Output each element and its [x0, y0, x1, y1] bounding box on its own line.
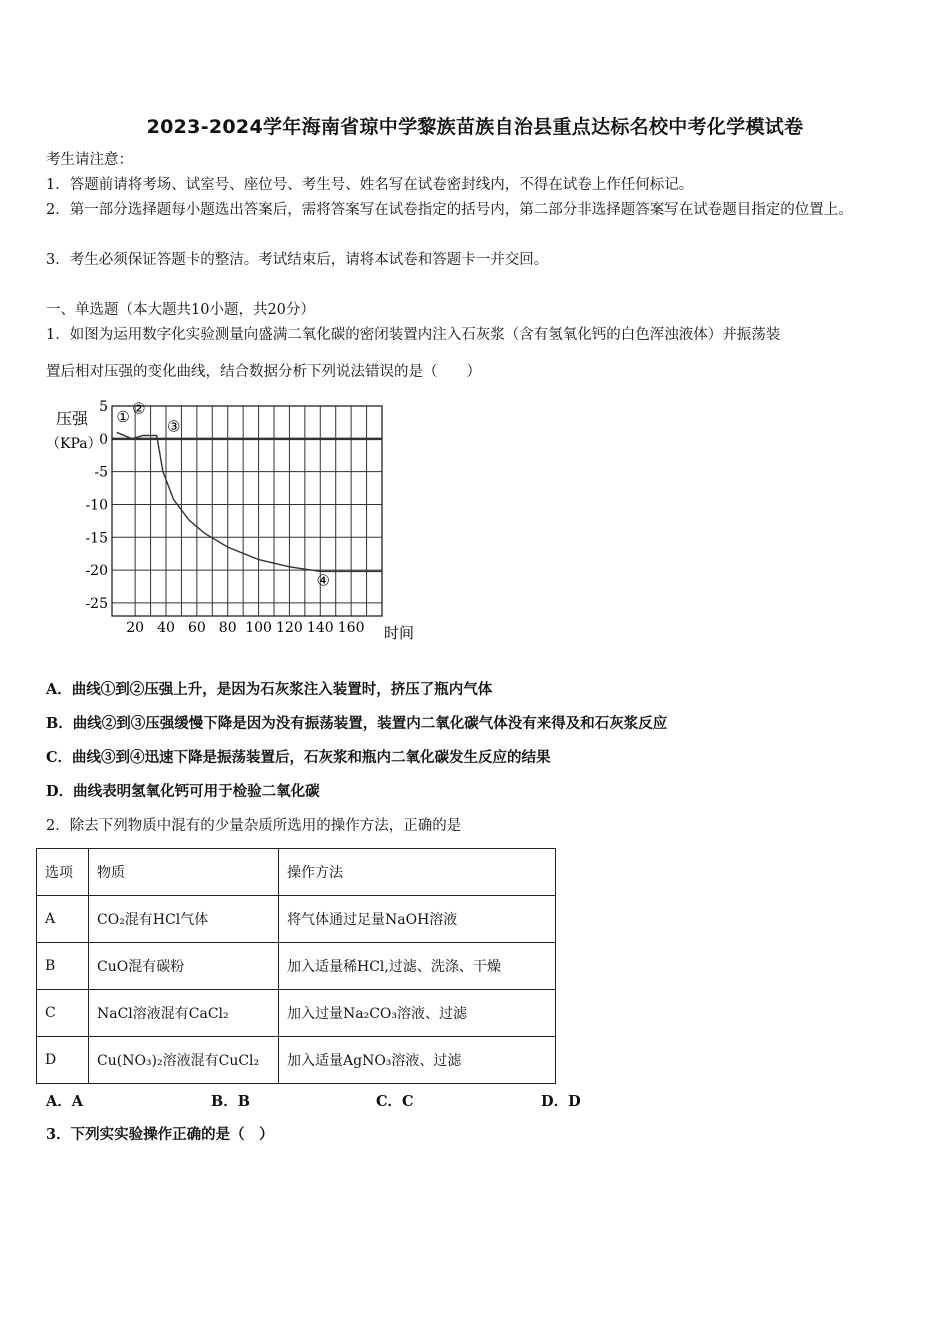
notice-item-3: 3．考生必须保证答题卡的整洁。考试结束后，请将本试卷和答题卡一并交回。	[46, 252, 549, 268]
table-cell: A	[37, 896, 89, 943]
y-axis-label-line1: 压强	[56, 409, 89, 428]
table-row	[37, 896, 556, 943]
table-header-cell: 操作方法	[279, 849, 556, 896]
x-tick-label: 140	[306, 620, 334, 636]
table-header-cell: 选项	[37, 849, 89, 896]
curve-point-label: ③	[167, 417, 181, 436]
table-cell: Cu(NO₃)₂溶液混有CuCl₂	[89, 1037, 279, 1084]
q1-option-a: A．曲线①到②压强上升，是因为石灰浆注入装置时，挤压了瓶内气体	[46, 681, 493, 698]
pressure-chart	[40, 398, 420, 648]
table-cell: CuO混有碳粉	[89, 943, 279, 990]
section-heading: 一、单选题（本大题共10小题，共20分）	[46, 302, 315, 318]
y-tick-label: -15	[85, 530, 108, 547]
table-cell: 加入适量稀HCl,过滤、洗涤、干燥	[279, 943, 556, 990]
table-cell: NaCl溶液混有CaCl₂	[89, 990, 279, 1037]
table-cell: CO₂混有HCl气体	[89, 896, 279, 943]
y-axis-label-line2: （KPa）	[46, 436, 102, 452]
q2-stem: 2．除去下列物质中混有的少量杂质所选用的操作方法，正确的是	[46, 818, 462, 834]
table-cell: 将气体通过足量NaOH溶液	[279, 896, 556, 943]
x-tick-label: 80	[218, 620, 237, 636]
y-tick-label: -25	[85, 595, 108, 612]
q2-option-c: C．C	[376, 1093, 414, 1110]
y-tick-label: -5	[94, 464, 108, 481]
x-tick-label: 120	[276, 620, 303, 636]
table-cell: C	[37, 990, 89, 1037]
q3-stem: 3．下列实实验操作正确的是（ ）	[46, 1126, 274, 1143]
y-tick-label: -10	[85, 497, 108, 514]
notice-item-1: 1．答题前请将考场、试室号、座位号、考生号、姓名写在试卷密封线内，不得在试卷上作任何标记。	[46, 177, 694, 193]
table-cell: 加入适量AgNO₃溶液、过滤	[279, 1037, 556, 1084]
q2-option-d: D．D	[541, 1093, 581, 1110]
curve-point-label: ④	[316, 571, 331, 590]
q1-option-c: C．曲线③到④迅速下降是振荡装置后，石灰浆和瓶内二氧化碳发生反应的结果	[46, 749, 551, 766]
table-cell: 加入过量Na₂CO₃溶液、过滤	[279, 990, 556, 1037]
table-cell: D	[37, 1037, 89, 1084]
page-title: 2023-2024学年海南省琼中学黎族苗族自治县重点达标名校中考化学模试卷	[146, 116, 804, 138]
table-header-row	[37, 849, 556, 896]
notice-item-2: 2．第一部分选择题每小题选出答案后，需将答案写在试卷指定的括号内，第二部分非选择题答案写在试卷题目指定的位置上。	[46, 202, 853, 218]
q1-option-d: D．曲线表明氢氧化钙可用于检验二氧化碳	[46, 783, 320, 800]
y-tick-label: 0	[99, 431, 108, 448]
pressure-curve	[117, 432, 382, 571]
table-cell: B	[37, 943, 89, 990]
q2-option-a: A．A	[46, 1093, 84, 1110]
table-row	[37, 1037, 556, 1084]
x-axis-label: 时间	[384, 624, 415, 642]
table-row	[37, 943, 556, 990]
x-tick-label: 100	[245, 620, 272, 636]
table-row	[37, 990, 556, 1037]
q1-option-b: B．曲线②到③压强缓慢下降是因为没有振荡装置，装置内二氧化碳气体没有来得及和石灰浆反应	[46, 715, 668, 732]
q2-option-b: B．B	[211, 1093, 251, 1110]
q1-stem-line2: 置后相对压强的变化曲线，结合数据分析下列说法错误的是（ ）	[46, 364, 481, 380]
q1-stem-line1: 1．如图为运用数字化实验测量向盛满二氧化碳的密闭装置内注入石灰浆（含有氢氧化钙的白色浑浊液体）并振荡装	[46, 327, 781, 343]
notice-heading: 考生请注意：	[46, 152, 133, 168]
plot-frame	[112, 406, 382, 616]
curve-point-label: ②	[132, 399, 146, 418]
table-header-cell: 物质	[89, 849, 279, 896]
y-tick-label: 5	[99, 399, 108, 415]
x-tick-label: 40	[157, 620, 175, 636]
x-tick-label: 160	[337, 620, 365, 636]
x-tick-label: 20	[126, 620, 145, 636]
y-tick-label: -20	[85, 563, 108, 580]
impurity-table	[36, 848, 556, 1084]
x-tick-label: 60	[187, 620, 206, 636]
curve-point-label: ①	[116, 407, 130, 426]
